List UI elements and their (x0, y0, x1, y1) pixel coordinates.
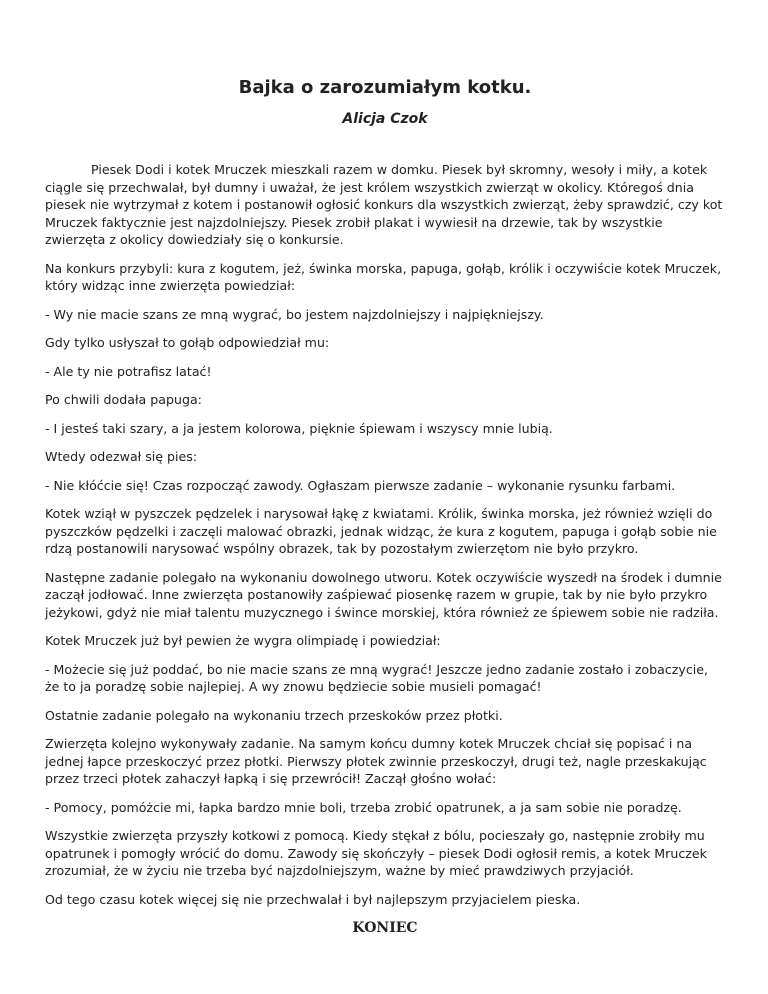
story-paragraph: Kotek wziął w pyszczek pędzelek i narysował łąkę z kwiatami. Królik, świnka morska, jeż również wzięli do pyszczków pędzelki i zaczęli malować obrazki, jednak widząc, że kura z kogutem, papuga i gołąb sobie nie rdzą postanowili narysować wspólny obrazek, tak by pozostałym zwierzętom nie było przykro. (45, 506, 717, 556)
story-paragraph: - Wy nie macie szans ze mną wygrać, bo jestem najzdolniejszy i najpiękniejszy. (45, 306, 544, 322)
story-paragraph: - Nie kłóćcie się! Czas rozpocząć zawody. Ogłaszam pierwsze zadanie – wykonanie rysunku farbami. (45, 477, 676, 493)
story-paragraph: - Ale ty nie potrafisz latać! (45, 363, 212, 379)
story-paragraph: - I jesteś taki szary, a ja jestem kolorowa, pięknie śpiewam i wszyscy mnie lubią. (45, 420, 553, 436)
document-title: Bajka o zarozumiałym kotku. (238, 77, 532, 98)
story-paragraph: Na konkurs przybyli: kura z kogutem, jeż, świnka morska, papuga, gołąb, królik i oczywiście kotek Mruczek, który widząc inne zwierzęta powiedział: (45, 260, 722, 293)
story-paragraph: Kotek Mruczek już był pewien że wygra olimpiadę i powiedział: (45, 633, 441, 648)
story-paragraph: - Możecie się już poddać, bo nie macie szans ze mną wygrać! Jeszcze jedno zadanie zostało i zobaczycie, że to ja poradzę sobie najlepiej. A wy znowu będziecie sobie musieli pomagać! (45, 661, 709, 694)
story-paragraph: Zwierzęta kolejno wykonywały zadanie. Na samym końcu dumny kotek Mruczek chciał się popisać i na jednej łapce przeskoczyć przez płotki. Pierwszy płotek zwinnie przeskoczył, drugi też, nagle przeskakując przez trzeci płotek zahaczył łapką i się przewrócił! Zaczął głośno wołać: (45, 736, 707, 786)
story-paragraph: Wszystkie zwierzęta przyszły kotkowi z pomocą. Kiedy stękał z bólu, pocieszały go, następnie zrobiły mu opatrunek i pomogły wrócić do domu. Zawody się skończyły – piesek Dodi ogłosił remis, a kotek Mruczek zrozumiał, że w życiu nie trzeba być najzdolniejszym, ważne by mieć prawdziwych przyjaciół. (45, 828, 707, 878)
story-paragraph: Gdy tylko usłyszał to gołąb odpowiedział mu: (45, 335, 330, 350)
story-paragraph: Ostatnie zadanie polegało na wykonaniu trzech przeskoków przez płotki. (45, 707, 503, 723)
story-paragraph: - Pomocy, pomóżcie mi, łapka bardzo mnie boli, trzeba zrobić opatrunek, a ja sam sobie nie poradzę. (45, 799, 682, 815)
story-paragraph: Piesek Dodi i kotek Mruczek mieszkali razem w domku. Piesek był skromny, wesoły i miły, a kotek ciągle się przechwalał, był dumny i uważał, że jest królem wszystkich zwierząt w okolicy. Któregoś dnia piesek nie wytrzymał z kotem i postanowił ogłosić konkurs dla wszystkich zwierząt, żeby sprawdzić, czy kot Mruczek faktycznie jest najzdolniejszy. Piesek zrobił plakat i wywiesił na drzewie, tak by wszystkie zwierzęta z okolicy dowiedziały się o konkursie. (45, 162, 723, 247)
document-body (45, 76, 725, 937)
story-paragraph: Następne zadanie polegało na wykonaniu dowolnego utworu. Kotek oczywiście wyszedł na środek i dumnie zaczął jodłować. Inne zwierzęta postanowiły zaśpiewać piosenkę razem w grupie, tak by nie było przykro jeżykowi, gdyż nie miał talentu muzycznego i śwince morskiej, która również ze śpiewem sobie nie radziła. (45, 569, 722, 620)
story-paragraph: Od tego czasu kotek więcej się nie przechwalał i był najlepszym przyjacielem pieska. (45, 891, 581, 907)
story-paragraph: Po chwili dodała papuga: (45, 392, 202, 407)
document-author: Alicja Czok (342, 111, 428, 127)
story-ending: KONIEC (352, 920, 418, 936)
story-paragraph: Wtedy odezwał się pies: (45, 449, 198, 464)
